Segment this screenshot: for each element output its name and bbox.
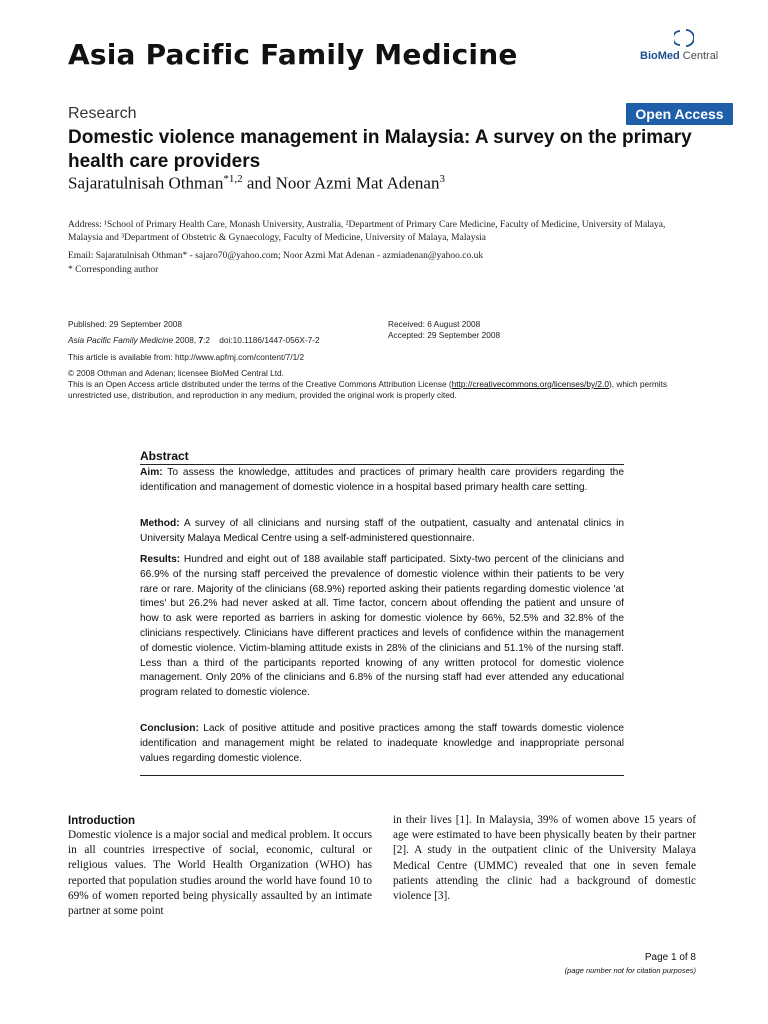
citation-year: 2008,	[173, 335, 199, 345]
abstract-results	[140, 553, 624, 701]
introduction-right-column: in their lives [1]. In Malaysia, 39% of women above 15 years of age were estimated to have been physically beaten by their partner [2]. A study in the outpatient clinic of the University Malaya Medical Centre (UMMC) revealed that one in seven female patients attending the clinic had a background of domestic violence [3].	[393, 814, 696, 903]
license-text	[68, 379, 708, 401]
accepted-date: Accepted: 29 September 2008	[388, 330, 501, 340]
article-url[interactable]: This article is available from: http://www.apfmj.com/content/7/1/2	[68, 352, 305, 362]
abstract-top-rule	[140, 464, 624, 465]
conclusion-label: Conclusion:	[140, 723, 199, 734]
method-label: Method:	[140, 518, 180, 529]
journal-title: Asia Pacific Family Medicine	[68, 38, 518, 71]
aim-label: Aim:	[140, 467, 163, 478]
citation-volume: 7	[198, 335, 204, 345]
biomed-arc-icon	[674, 28, 694, 48]
abstract-bottom-rule	[140, 775, 624, 776]
citation-journal: Asia Pacific Family Medicine	[68, 335, 174, 345]
results-text: Hundred and eight out of 188 available staff participated. Sixty-two percent of the clinicians and 66.9% of the nursing staff perceived the prevalence of domestic violence within their patients to be very rare or rare. Majority of the clinicians (68.9%) reported asking their patients regarding domestic violence 'at times' but 26.2% had never asked at all. Time factor, concern about offending the patient and unsure of how to ask were reported as barriers in asking for domestic violence by 66%, 52.5% and 32.8% of the clinicians respectively. Clinicians have different practices and levels of confidence within the management of domestic violence. Victim-blaming attitude exists in 28% of the clinicians and 51.1% of the nursing staff. Less than a third of the participants reported knowing of any written protocol for domestic violence management. Only 20% of the clinicians and 6.8% of the nursing staff had ever attended any educational program related to domestic violence.	[140, 554, 624, 699]
method-text: A survey of all clinicians and nursing staff of the outpatient, casualty and antenatal clinics in University Malaya Medical Centre using a self-administered questionnaire.	[140, 518, 624, 544]
author-2[interactable]: Noor Azmi Mat Adenan	[275, 173, 440, 193]
page-number-note: (page number not for citation purposes)	[564, 966, 696, 975]
page-number: Page 1 of 8	[644, 952, 696, 963]
published-date: Published: 29 September 2008	[68, 319, 182, 329]
abstract-heading: Abstract	[140, 449, 189, 463]
affiliations: Address: ¹School of Primary Health Care, Monash University, Australia, ²Department of Primary Care Medicine, Faculty of Medicine, University of Malaya, Malaysia and ³Department of Obstetric & Gynaecology, Faculty of Medicine, University of Malaya, Malaysia	[68, 220, 666, 243]
citation	[68, 335, 320, 346]
introduction-heading: Introduction	[68, 815, 136, 827]
abstract-aim	[140, 466, 624, 496]
biomed-central-logo[interactable]	[630, 28, 740, 72]
authors	[68, 173, 445, 194]
author-1-affil: *1,2	[223, 173, 243, 185]
license-link[interactable]: http://creativecommons.org/licenses/by/2.0	[451, 379, 609, 389]
author-2-affil: 3	[439, 173, 445, 185]
license-post: ), which permits unrestricted use, distribution, and reproduction in any medium, provided the original work is properly cited.	[68, 379, 668, 400]
abstract-conclusion	[140, 722, 624, 766]
author-1[interactable]: Sajaratulnisah Othman	[68, 173, 224, 193]
article-type: Research	[68, 105, 137, 122]
logo-biomed: BioMed	[640, 50, 680, 62]
open-access-badge: Open Access	[626, 103, 733, 125]
results-label: Results:	[140, 554, 181, 565]
logo-central: Central	[679, 50, 719, 62]
received-date: Received: 6 August 2008	[388, 319, 481, 329]
license-pre: This is an Open Access article distributed under the terms of the Creative Commons Attribution License (	[68, 379, 452, 389]
corresponding-author-note: * Corresponding author	[68, 265, 159, 275]
citation-doi: :2 doi:10.1186/1447-056X-7-2	[203, 335, 320, 345]
logo-text	[640, 50, 718, 62]
article-title: Domestic violence management in Malaysia: A survey on the primary health care providers	[68, 127, 692, 172]
author-emails[interactable]: Email: Sajaratulnisah Othman* - sajaro70@yahoo.com; Noor Azmi Mat Adenan - azmiadenan@yahoo.co.uk	[68, 251, 484, 261]
abstract-method	[140, 517, 624, 547]
introduction-left-column: Domestic violence is a major social and medical problem. It occurs in all countries irrespective of social, economic, cultural or religious values. The World Health Organization (WHO) has reported that population studies around the world have found 10 to 69% of women reported being physically assaulted by an intimate partner at some point	[68, 829, 372, 918]
author-separator: and	[242, 173, 276, 193]
copyright: © 2008 Othman and Adenan; licensee BioMed Central Ltd.	[68, 368, 284, 378]
conclusion-text: Lack of positive attitude and positive practices among the staff towards domestic violence identification and management might be related to inadequate knowledge and inappropriate personal values regarding domestic violence.	[140, 723, 624, 764]
aim-text: To assess the knowledge, attitudes and practices of primary health care providers regarding the identification and management of domestic violence in a hospital based primary health care setting.	[140, 467, 624, 493]
